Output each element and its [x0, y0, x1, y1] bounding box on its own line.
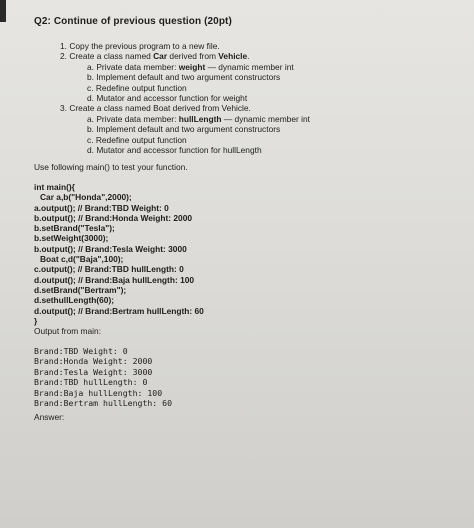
output-label: Output from main: [34, 326, 102, 336]
instruction-list [60, 41, 310, 155]
output-line: Brand:Tesla Weight: 3000 [34, 366, 153, 377]
output-line: Brand:Baja hullLength: 100 [34, 387, 163, 398]
screen-edge-corner [0, 0, 6, 22]
question-heading: Q2: Continue of previous question (20pt) [34, 16, 232, 27]
code-line: d.output(); // Brand:Bertram hullLength: 60 [34, 305, 204, 316]
code-line: b.output(); // Brand:Honda Weight: 2000 [34, 212, 193, 223]
output-line: Brand:Honda Weight: 2000 [34, 356, 153, 367]
code-line: b.setBrand("Tesla"); [34, 223, 115, 234]
boat-sub-d: d. Mutator and accessor function for hullLength [87, 145, 262, 156]
car-sub-c: c. Redefine output function [87, 82, 187, 93]
step-2: 2. Create a class named Car derived from Vehicle. [60, 51, 250, 62]
code-line: a.output(); // Brand:TBD Weight: 0 [34, 202, 169, 213]
code-line: d.setBrand("Bertram"); [34, 284, 127, 295]
code-line: b.setWeight(3000); [34, 233, 109, 244]
code-line: } [34, 315, 38, 326]
code-line: d.sethullLength(60); [34, 295, 115, 306]
output-line: Brand:TBD hullLength: 0 [34, 377, 148, 388]
car-sub-b: b. Implement default and two argument constructors [87, 72, 281, 83]
step-1: 1. Copy the previous program to a new file. [60, 41, 220, 51]
output-line: Brand:TBD Weight: 0 [34, 346, 128, 356]
code-line: b.output(); // Brand:Tesla Weight: 3000 [34, 243, 187, 254]
code-line: d.output(); // Brand:Baja hullLength: 100 [34, 274, 195, 285]
car-sub-a: a. Private data member: weight — dynamic member int [87, 61, 294, 72]
code-line: Car a,b("Honda",2000); [40, 192, 132, 203]
answer-label: Answer: [34, 412, 65, 422]
main-code-block [34, 182, 204, 326]
car-sub-d: d. Mutator and accessor function for weight [87, 93, 248, 104]
output-line: Brand:Bertram hullLength: 60 [34, 398, 173, 409]
code-line: c.output(); // Brand:TBD hullLength: 0 [34, 264, 184, 275]
boat-sub-c: c. Redefine output function [87, 134, 187, 145]
test-intro-text: Use following main() to test your function. [34, 162, 188, 172]
boat-sub-b: b. Implement default and two argument constructors [87, 124, 281, 135]
expected-output-block [34, 346, 172, 408]
boat-sub-a: a. Private data member: hullLength — dynamic member int [87, 113, 310, 124]
step-3: 3. Create a class named Boat derived from Vehicle. [60, 103, 251, 114]
code-line: Boat c,d("Baja",100); [40, 254, 124, 265]
code-line: int main(){ [34, 182, 75, 192]
